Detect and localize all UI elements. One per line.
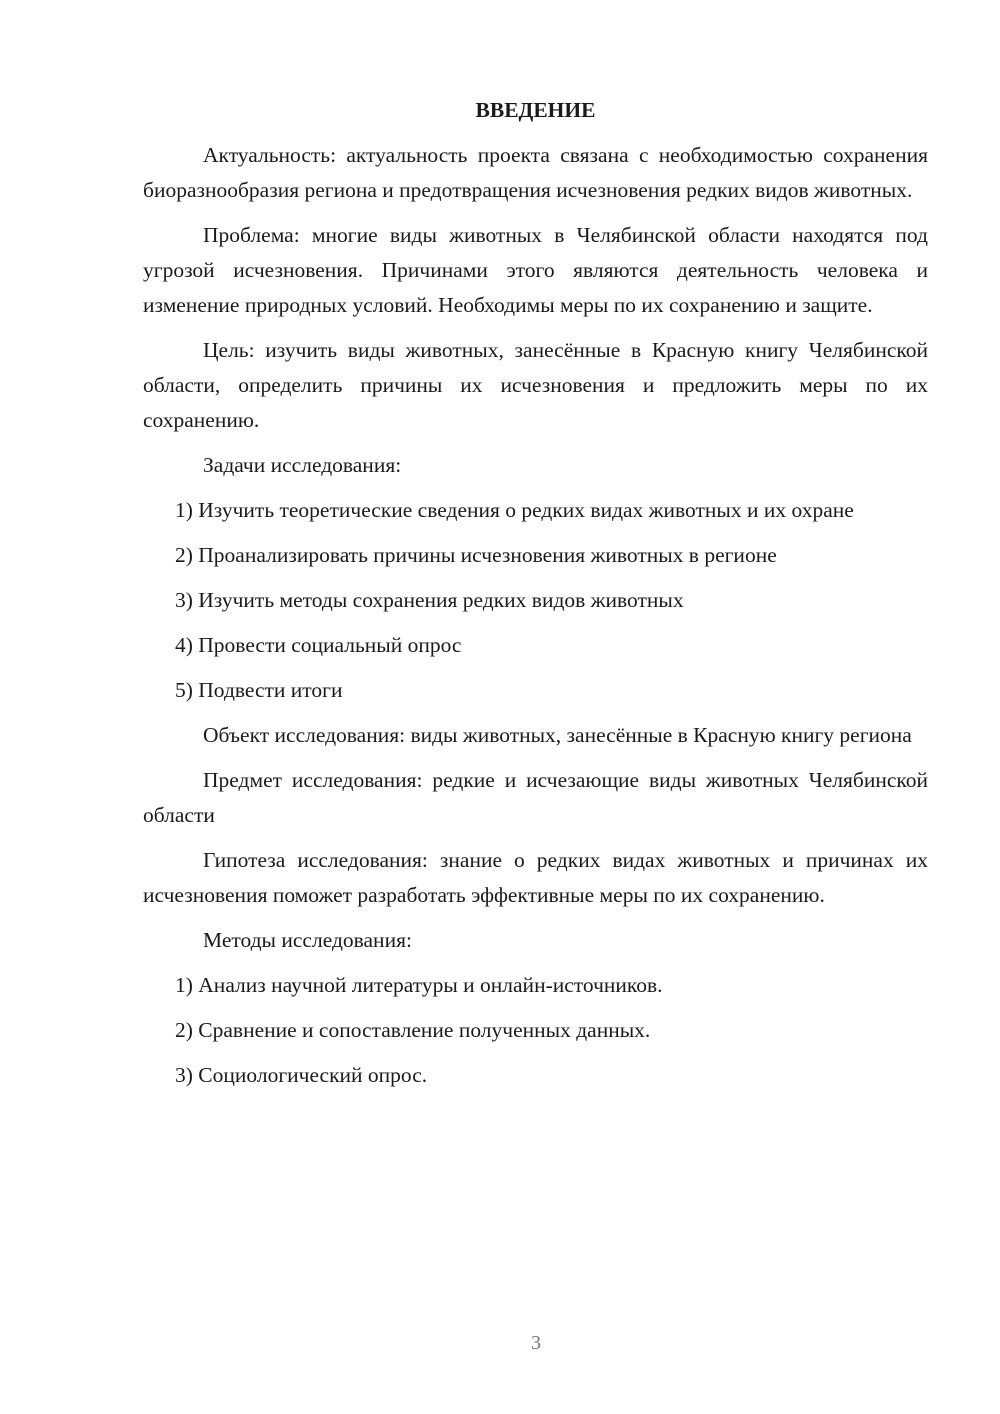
document-page (143, 90, 928, 1103)
methods-heading: Методы исследования: (203, 928, 412, 952)
task-item: 2) Проанализировать причины исчезновения животных в регионе (175, 543, 777, 567)
page-title: ВВЕДЕНИЕ (475, 98, 596, 122)
relevance-paragraph: Актуальность: актуальность проекта связана с необходимостью сохранения биоразнообразия региона и предотвращения исчезновения редких видов животных. (143, 143, 928, 202)
task-item: 3) Изучить методы сохранения редких видов животных (175, 588, 684, 612)
task-item: 1) Изучить теоретические сведения о редких видах животных и их охране (175, 498, 854, 522)
method-item: 2) Сравнение и сопоставление полученных данных. (175, 1018, 651, 1042)
problem-paragraph: Проблема: многие виды животных в Челябинской области находятся под угрозой исчезновения. Причинами этого являются деятельность человека и изменение природных условий. Необходимы меры по их сохранению и защите. (143, 223, 928, 317)
tasks-heading: Задачи исследования: (203, 453, 402, 477)
object-paragraph: Объект исследования: виды животных, занесённые в Красную книгу региона (203, 723, 912, 747)
method-item: 3) Социологический опрос. (175, 1063, 428, 1087)
task-item: 4) Провести социальный опрос (175, 633, 462, 657)
task-item: 5) Подвести итоги (175, 678, 343, 702)
tasks-list (143, 493, 928, 708)
methods-list (143, 968, 928, 1093)
page-number: 3 (531, 1332, 541, 1354)
goal-paragraph: Цель: изучить виды животных, занесённые в Красную книгу Челябинской области, определить причины их исчезновения и предложить меры по их сохранению. (143, 338, 928, 432)
method-item: 1) Анализ научной литературы и онлайн-источников. (175, 973, 663, 997)
hypothesis-paragraph: Гипотеза исследования: знание о редких видах животных и причинах их исчезновения поможет разработать эффективные меры по их сохранению. (143, 848, 928, 907)
subject-paragraph: Предмет исследования: редкие и исчезающие виды животных Челябинской области (143, 768, 928, 827)
